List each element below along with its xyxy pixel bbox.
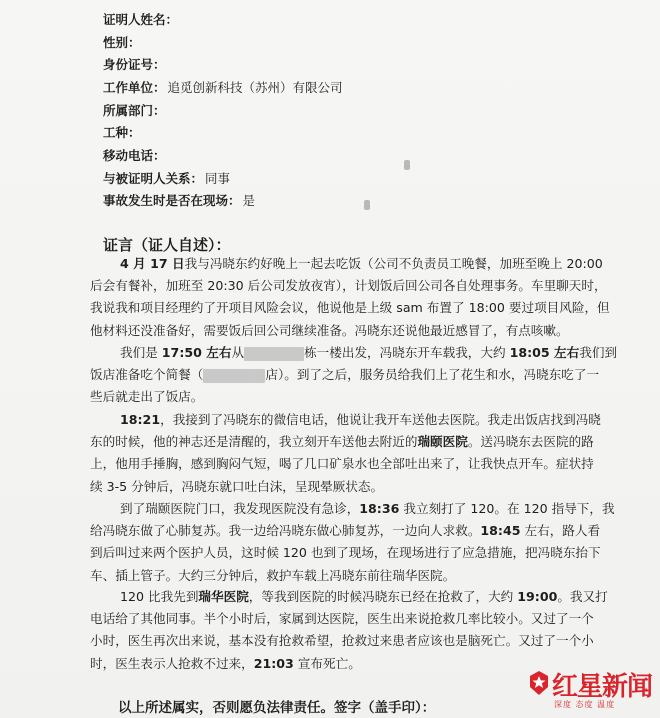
paragraph-3 [90,409,601,498]
field-witness-name [103,12,180,28]
field-mobile-phone [103,148,168,164]
scan-smudge [364,200,370,210]
watermark-tagline: 深度 态度 温度 [554,700,616,709]
paragraph-line: 些后就走出了饭店。 [90,389,204,405]
time-text: 18:21 [120,412,161,427]
time-text: 18:36 [359,501,400,516]
field-employer [103,80,343,96]
field-label: 事故发生时是否在现场： [103,193,241,208]
time-text: 19:00 [517,589,558,604]
paragraph-line: 续 3-5 分钟后，冯晓东就口吐白沫，呈现晕厥状态。 [90,478,384,494]
red-star-logo-icon [528,670,550,696]
testimony-heading: 证言（证人自述）： [103,236,231,254]
paragraph-line: 小时，医生再次出来说，基本没有抢救希望，抢救过来患者应该也是脑死亡。又过了一个小 [90,633,594,649]
paragraph-line [90,253,603,275]
paragraph-line [90,520,601,542]
text-run: 东的时候，他的神志还是清醒的，我立刻开车送他去附近的 [90,434,418,450]
field-label: 身份证号： [103,57,166,72]
time-text: 17:50 左右 [161,345,232,360]
text-run: 时，医生表示人抢救不过来， [90,655,254,671]
paragraph-line [90,409,601,431]
field-label: 所属部门： [103,103,166,118]
text-run: 到了瑞颐医院门口，我发现医院没有急诊， [120,501,360,516]
text-run: 我立刻打了 120。在 120 指导下，我 [399,501,615,516]
paragraph-line: 上，他用手捶胸，感到胸闷气短，喝了几口矿泉水也全部吐出来了，让我快点开车。症状持 [90,456,594,472]
paragraph-line [90,653,580,675]
paragraph-5 [90,586,608,675]
field-label: 工作单位： [103,80,166,95]
paragraph-2 [90,342,618,409]
date-text: 4 月 17 日 [120,256,185,271]
text-run: 。我又打 [557,589,608,604]
watermark-title: 红星新闻 [552,672,653,702]
time-text: 18:45 [480,523,521,539]
redaction-block [244,347,304,361]
field-id-number [103,57,168,73]
time-text: 21:03 [253,655,294,671]
field-label: 移动电话： [103,148,166,163]
field-present-at-scene [103,193,255,209]
paragraph-1 [90,253,610,342]
text-run: ，我接到了冯晓东的微信电话，他说让我开车送他去医院。我走出饭店找到冯晓 [160,412,601,427]
paragraph-line: 我说我和项目经理约了开项目风险会议，他说他是上级 sam 布置了 18:00 要过项目风险，但 [90,300,610,316]
text-run: 饭店准备吃个简餐（ [90,367,204,383]
field-department [103,103,168,119]
paragraph-line [90,364,600,386]
text-run: 。送冯晓东去医院的路 [467,434,594,450]
text-run: 从 [231,345,245,360]
paragraph-line: 后会有餐补，加班至 20:30 后公司发放夜宵），计划饭后回公司各自处理事务。车里聊天时， [90,278,607,294]
field-label: 证明人姓名： [103,12,179,27]
text-run: 店）。到了之后，服务员给我们上了花生和水，冯晓东吃了一 [265,367,600,383]
text-run: 120 比我先到 [120,589,199,604]
paragraph-line: 他材料还没准备好，需要饭后回公司继续准备。冯晓东还说他最近感冒了，有点咳嗽。 [90,322,569,338]
field-value: 追觅创新科技（苏州）有限公司 [167,80,343,95]
field-label: 与被证明人关系： [103,171,204,186]
text-run: 我与冯晓东约好晚上一起去吃饭（公司不负责员工晚餐，加班至晚上 20:00 [184,256,603,271]
redaction-block [203,369,265,383]
paragraph-line: 车、插上管子。大约三分钟后，救护车载上冯晓东前往瑞华医院。 [90,567,456,583]
paragraph-line: 到后叫过来两个医护人员，这时候 120 也到了现场，在现场进行了应急措施，把冯晓东抬下 [90,545,601,561]
text-run: 我们到 [579,345,618,360]
text-run: 宣布死亡。 [293,655,361,671]
hospital-name: 瑞颐医院 [417,434,468,450]
field-gender [103,35,143,51]
field-value: 是 [242,193,256,208]
time-text: 18:05 左右 [509,345,580,360]
paragraph-line [90,586,608,608]
text-run: 给冯晓东做了心肺复苏。我一边给冯晓东做心肺复苏，一边向人求救。 [90,523,481,539]
field-relationship [103,171,230,187]
text-run: 我们是 [120,345,162,360]
field-label: 性别： [103,35,141,50]
paragraph-line [90,431,594,453]
text-run: 左右，路人看 [520,523,601,539]
field-job-type [103,125,143,141]
paragraph-line: 电话给了其他同事。半个小时后，家属到达医院，医生出来说抢救几率比较小。又过了一个 [90,611,594,627]
text-run: ，等我到医院的时候冯晓东已经在抢救了，大约 [248,589,518,604]
field-value: 同事 [205,171,231,186]
paragraph-line [90,498,615,520]
text-run: 栋一楼出发，冯晓东开车载我，大约 [304,345,510,360]
red-star-news-watermark [528,666,653,712]
paragraph-line [90,342,618,364]
scan-smudge [404,160,410,170]
field-label: 工种： [103,125,141,140]
closing-statement: 以上所述属实，否则愿负法律责任。签字（盖手印）： [118,700,436,716]
hospital-name: 瑞华医院 [198,589,249,604]
paragraph-4 [90,498,615,587]
